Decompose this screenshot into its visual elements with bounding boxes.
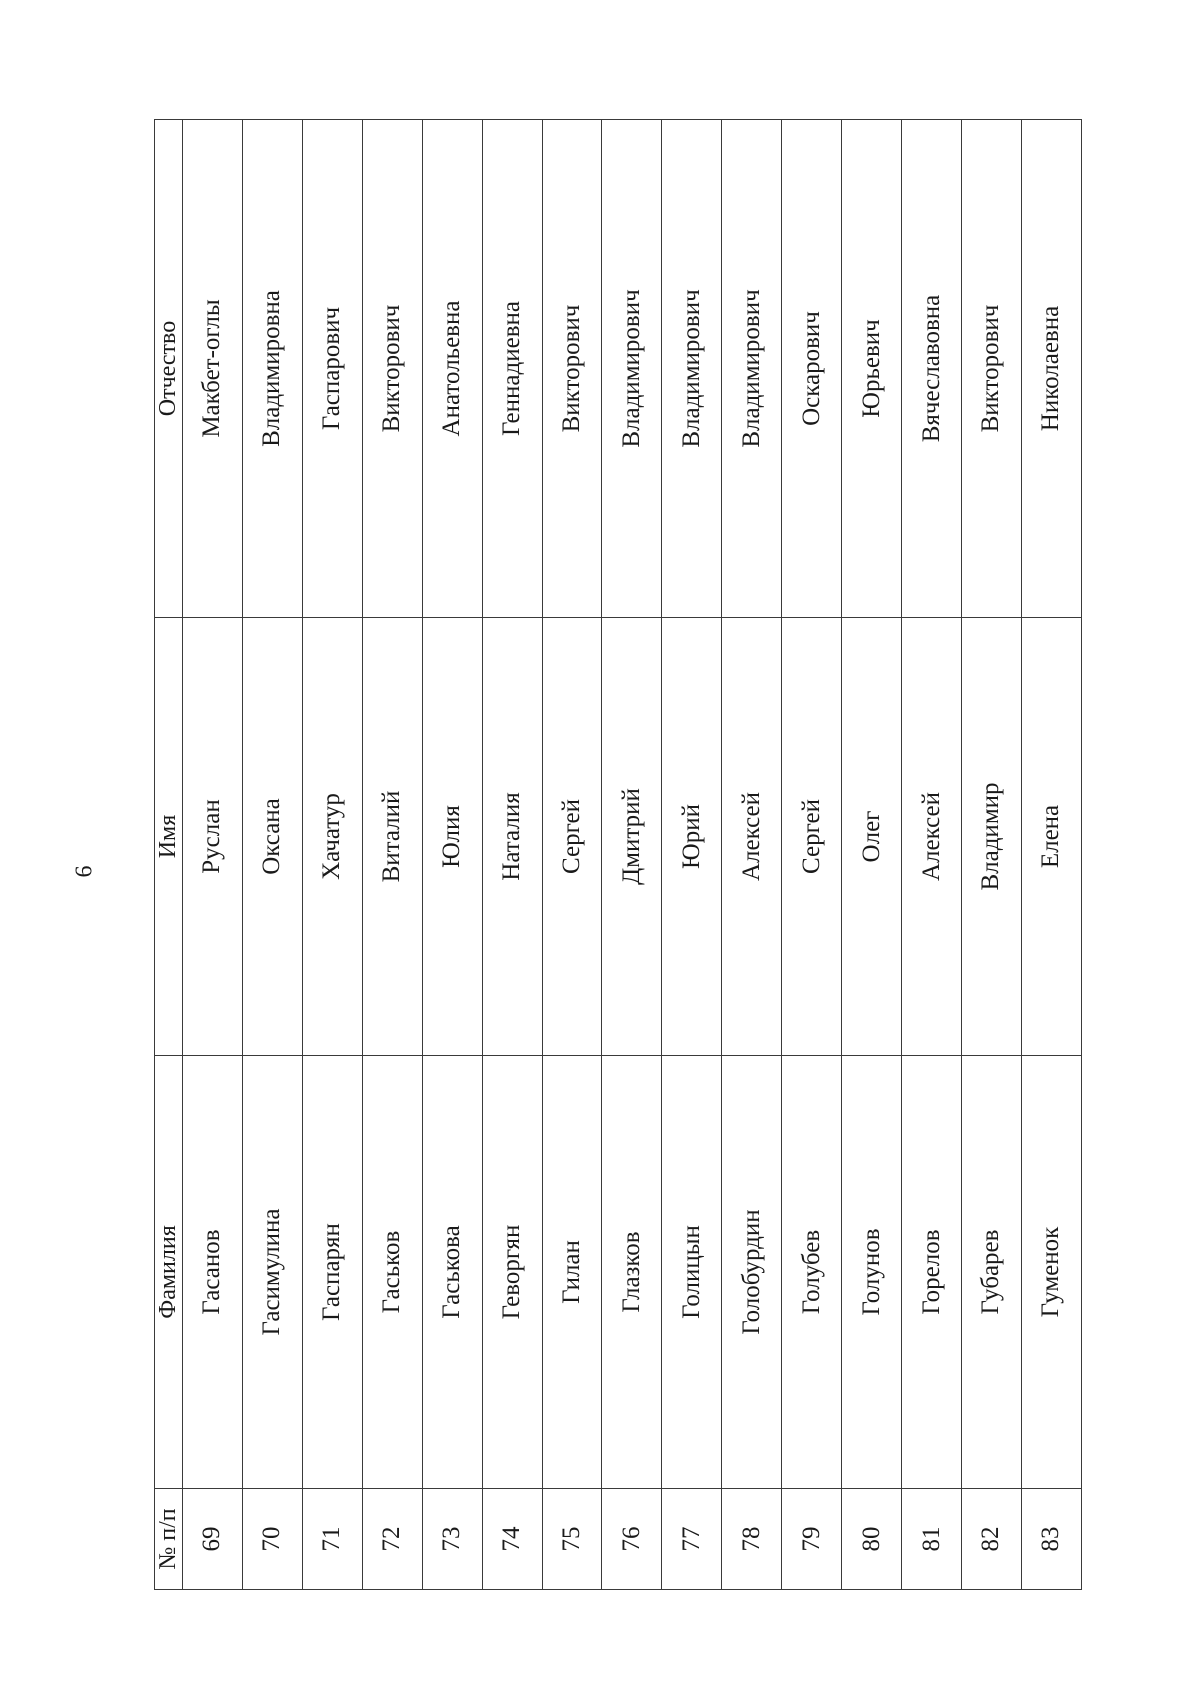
cell-num: 71 [302, 1489, 362, 1590]
table-row [842, 120, 902, 1590]
cell-first-name: Алексей [722, 618, 782, 1056]
cell-num: 83 [1021, 1489, 1081, 1590]
cell-patronymic: Владимировна [242, 120, 302, 618]
cell-patronymic: Геннадиевна [482, 120, 542, 618]
cell-patronymic: Анатольевна [422, 120, 482, 618]
cell-last-name: Горелов [902, 1056, 962, 1489]
table-row [662, 120, 722, 1590]
cell-num: 78 [722, 1489, 782, 1590]
cell-first-name: Хачатур [302, 618, 362, 1056]
cell-first-name: Оксана [242, 618, 302, 1056]
cell-patronymic: Викторович [362, 120, 422, 618]
cell-patronymic: Макбет-оглы [183, 120, 243, 618]
cell-first-name: Сергей [542, 618, 602, 1056]
cell-last-name: Губарев [961, 1056, 1021, 1489]
cell-patronymic: Викторович [542, 120, 602, 618]
cell-patronymic: Владимирович [722, 120, 782, 618]
table-row [902, 120, 962, 1590]
table-row [722, 120, 782, 1590]
cell-patronymic: Гаспарович [302, 120, 362, 618]
cell-first-name: Юрий [662, 618, 722, 1056]
cell-last-name: Глазков [602, 1056, 662, 1489]
cell-first-name: Наталия [482, 618, 542, 1056]
cell-patronymic: Оскарович [782, 120, 842, 618]
cell-last-name: Голубев [782, 1056, 842, 1489]
cell-patronymic: Юрьевич [842, 120, 902, 618]
cell-first-name: Юлия [422, 618, 482, 1056]
cell-num: 80 [842, 1489, 902, 1590]
header-first-name: Имя [155, 618, 183, 1056]
table-row [961, 120, 1021, 1590]
cell-num: 69 [183, 1489, 243, 1590]
cell-num: 70 [242, 1489, 302, 1590]
table-row [302, 120, 362, 1590]
cell-last-name: Гаспарян [302, 1056, 362, 1489]
table-header-row [155, 120, 183, 1590]
cell-last-name: Гасимулина [242, 1056, 302, 1489]
cell-num: 82 [961, 1489, 1021, 1590]
cell-first-name: Олег [842, 618, 902, 1056]
header-patronymic: Отчество [155, 120, 183, 618]
table-row [362, 120, 422, 1590]
table-row [782, 120, 842, 1590]
cell-first-name: Алексей [902, 618, 962, 1056]
cell-patronymic: Николаевна [1021, 120, 1081, 618]
cell-last-name: Голунов [842, 1056, 902, 1489]
table-row [542, 120, 602, 1590]
header-num: № п/п [155, 1489, 183, 1590]
cell-num: 73 [422, 1489, 482, 1590]
cell-last-name: Голицын [662, 1056, 722, 1489]
table-row [422, 120, 482, 1590]
cell-last-name: Гилан [542, 1056, 602, 1489]
cell-first-name: Руслан [183, 618, 243, 1056]
cell-num: 72 [362, 1489, 422, 1590]
cell-num: 77 [662, 1489, 722, 1590]
cell-last-name: Гаськова [422, 1056, 482, 1489]
table-row [1021, 120, 1081, 1590]
cell-num: 74 [482, 1489, 542, 1590]
cell-last-name: Гасанов [183, 1056, 243, 1489]
cell-num: 79 [782, 1489, 842, 1590]
cell-first-name: Виталий [362, 618, 422, 1056]
table-row [183, 120, 243, 1590]
table-row [482, 120, 542, 1590]
cell-last-name: Голобурдин [722, 1056, 782, 1489]
header-last-name: Фамилия [155, 1056, 183, 1489]
cell-last-name: Гуменок [1021, 1056, 1081, 1489]
cell-patronymic: Викторович [961, 120, 1021, 618]
cell-patronymic: Владимирович [602, 120, 662, 618]
cell-first-name: Елена [1021, 618, 1081, 1056]
cell-num: 81 [902, 1489, 962, 1590]
table-row [602, 120, 662, 1590]
names-table [154, 119, 1082, 1590]
cell-patronymic: Владимирович [662, 120, 722, 618]
names-table-container [154, 120, 1082, 1590]
cell-num: 75 [542, 1489, 602, 1590]
cell-first-name: Владимир [961, 618, 1021, 1056]
cell-num: 76 [602, 1489, 662, 1590]
cell-last-name: Геворгян [482, 1056, 542, 1489]
cell-patronymic: Вячеславовна [902, 120, 962, 618]
page-number: 6 [71, 865, 98, 878]
cell-first-name: Сергей [782, 618, 842, 1056]
table-row [242, 120, 302, 1590]
cell-first-name: Дмитрий [602, 618, 662, 1056]
cell-last-name: Гаськов [362, 1056, 422, 1489]
